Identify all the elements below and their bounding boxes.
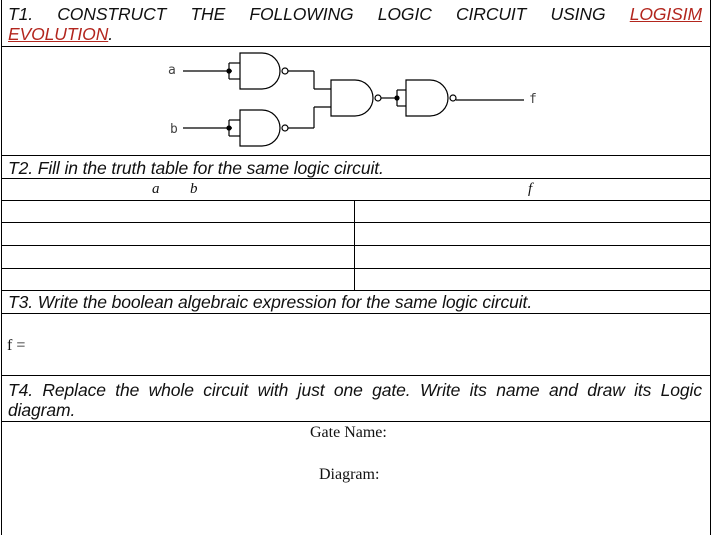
- expression-answer-label: f =: [7, 337, 26, 354]
- t1-period: .: [108, 24, 113, 44]
- t4-word: with: [257, 380, 289, 400]
- logic-circuit-diagram: [0, 46, 717, 156]
- t4-word: its: [634, 380, 652, 400]
- input-b-label: b: [170, 122, 178, 137]
- t1-word: LOGIC: [377, 4, 432, 24]
- t4-word: its: [469, 380, 487, 400]
- t4-word: Replace: [42, 380, 106, 400]
- table-cell[interactable]: [356, 246, 709, 268]
- divider: [1, 290, 711, 291]
- logisim-link-part-1[interactable]: LOGISIM: [629, 4, 702, 24]
- table-cell[interactable]: [356, 223, 709, 245]
- table-cell[interactable]: [356, 269, 709, 290]
- t4-word: the: [115, 380, 140, 400]
- nand-gate-4: [406, 80, 448, 116]
- column-header-f: f: [528, 181, 533, 197]
- table-cell[interactable]: [2, 201, 353, 222]
- output-f-label: f: [529, 92, 537, 107]
- task-4-line-1: [8, 380, 702, 400]
- t4-word: draw: [587, 380, 625, 400]
- t4-word: Logic: [660, 380, 702, 400]
- t4-word: T4.: [8, 380, 33, 400]
- nand-gate-4-bubble: [450, 95, 456, 101]
- task-3-instruction: T3. Write the boolean algebraic expression for the same logic circuit.: [8, 292, 533, 312]
- column-header-a: a: [152, 181, 160, 197]
- divider: [1, 375, 711, 376]
- divider: [1, 421, 711, 422]
- gate-name-label: Gate Name:: [310, 424, 387, 441]
- t1-word: CONSTRUCT: [57, 4, 167, 24]
- t4-word: circuit: [203, 380, 249, 400]
- divider: [1, 313, 711, 314]
- nand-gate-2-bubble: [282, 125, 288, 131]
- divider: [1, 155, 711, 156]
- table-cell[interactable]: [2, 223, 353, 245]
- task-2-instruction: T2. Fill in the truth table for the same logic circuit.: [8, 158, 384, 178]
- nand-gate-3-bubble: [375, 95, 381, 101]
- nand-gate-2: [240, 110, 280, 146]
- t1-word: T1.: [8, 4, 33, 24]
- column-header-b: b: [190, 181, 198, 197]
- divider: [1, 178, 711, 179]
- task-1-line-1: [8, 4, 702, 24]
- t4-word: whole: [148, 380, 194, 400]
- nand-gate-1: [240, 53, 280, 89]
- logisim-link-part-2[interactable]: EVOLUTION: [8, 24, 109, 44]
- nand-gate-1-bubble: [282, 68, 288, 74]
- table-cell[interactable]: [2, 269, 353, 290]
- t4-word: Write: [419, 380, 461, 400]
- table-cell[interactable]: [2, 246, 353, 268]
- input-a-label: a: [168, 63, 176, 78]
- t4-word: just: [297, 380, 325, 400]
- table-cell[interactable]: [356, 201, 709, 222]
- task-4-line-2: diagram.: [8, 400, 76, 420]
- t1-word: FOLLOWING: [249, 4, 354, 24]
- t1-word: CIRCUIT: [456, 4, 527, 24]
- task-4-instruction: [8, 380, 702, 420]
- task-1-instruction: [8, 4, 702, 44]
- t4-word: gate.: [372, 380, 411, 400]
- t4-word: and: [548, 380, 578, 400]
- t1-word: USING: [550, 4, 606, 24]
- diagram-label: Diagram:: [319, 466, 380, 483]
- expression-answer-field[interactable]: [40, 318, 700, 373]
- t4-word: name: [496, 380, 540, 400]
- task-1-line-2: [8, 24, 702, 44]
- t1-word: THE: [190, 4, 226, 24]
- t4-word: one: [333, 380, 363, 400]
- nand-gate-3: [331, 80, 373, 116]
